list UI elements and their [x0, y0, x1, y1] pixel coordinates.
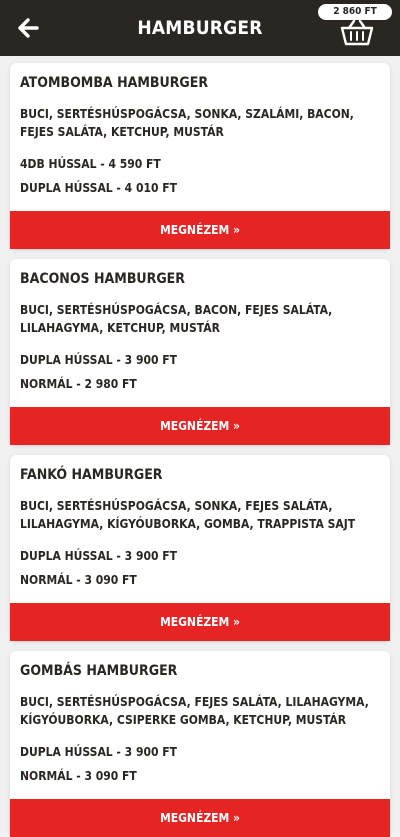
- view-product-button[interactable]: MEGNÉZEM »: [10, 407, 390, 445]
- product-ingredients: BUCI, SERTÉSHÚSPOGÁCSA, FEJES SALÁTA, LILAHAGYMA, KÍGYÓUBORKA, CSIPERKE GOMBA, KETCHUP, MUSTÁR: [20, 695, 369, 727]
- product-ingredients: BUCI, SERTÉSHÚSPOGÁCSA, SONKA, FEJES SALÁTA, LILAHAGYMA, KÍGYÓUBORKA, GOMBA, TRAPPISTA SAJT: [20, 499, 356, 531]
- cart-button[interactable]: [318, 2, 392, 50]
- product-price: DUPLA HÚSSAL - 3 900 FT: [20, 549, 177, 563]
- product-price: NORMÁL - 2 980 FT: [20, 377, 137, 391]
- product-ingredients: BUCI, SERTÉSHÚSPOGÁCSA, SONKA, SZALÁMI, BACON, FEJES SALÁTA, KETCHUP, MUSTÁR: [20, 107, 354, 139]
- view-product-button[interactable]: MEGNÉZEM »: [10, 211, 390, 249]
- product-card: [10, 455, 390, 641]
- page-title: HAMBURGER: [137, 17, 263, 39]
- product-title: ATOMBOMBA HAMBURGER: [20, 75, 209, 91]
- basket-icon: [340, 20, 374, 46]
- product-price: DUPLA HÚSSAL - 3 900 FT: [20, 353, 177, 367]
- product-title: GOMBÁS HAMBURGER: [20, 663, 178, 679]
- app-header: [0, 0, 400, 56]
- product-list: [0, 56, 400, 825]
- product-card: [10, 651, 390, 837]
- product-card: [10, 259, 390, 445]
- view-product-button[interactable]: MEGNÉZEM »: [10, 799, 390, 837]
- view-product-button[interactable]: MEGNÉZEM »: [10, 603, 390, 641]
- product-price: NORMÁL - 3 090 FT: [20, 573, 137, 587]
- product-price: NORMÁL - 3 090 FT: [20, 769, 137, 783]
- product-price: DUPLA HÚSSAL - 4 010 FT: [20, 181, 177, 195]
- product-ingredients: BUCI, SERTÉSHÚSPOGÁCSA, BACON, FEJES SALÁTA, LILAHAGYMA, KETCHUP, MUSTÁR: [20, 303, 333, 335]
- product-price: 4DB HÚSSAL - 4 590 FT: [20, 157, 161, 171]
- cart-total-badge: 2 860 FT: [318, 4, 392, 20]
- product-price: DUPLA HÚSSAL - 3 900 FT: [20, 745, 177, 759]
- product-card: [10, 63, 390, 249]
- product-title: BACONOS HAMBURGER: [20, 271, 185, 287]
- product-title: FANKÓ HAMBURGER: [20, 467, 163, 483]
